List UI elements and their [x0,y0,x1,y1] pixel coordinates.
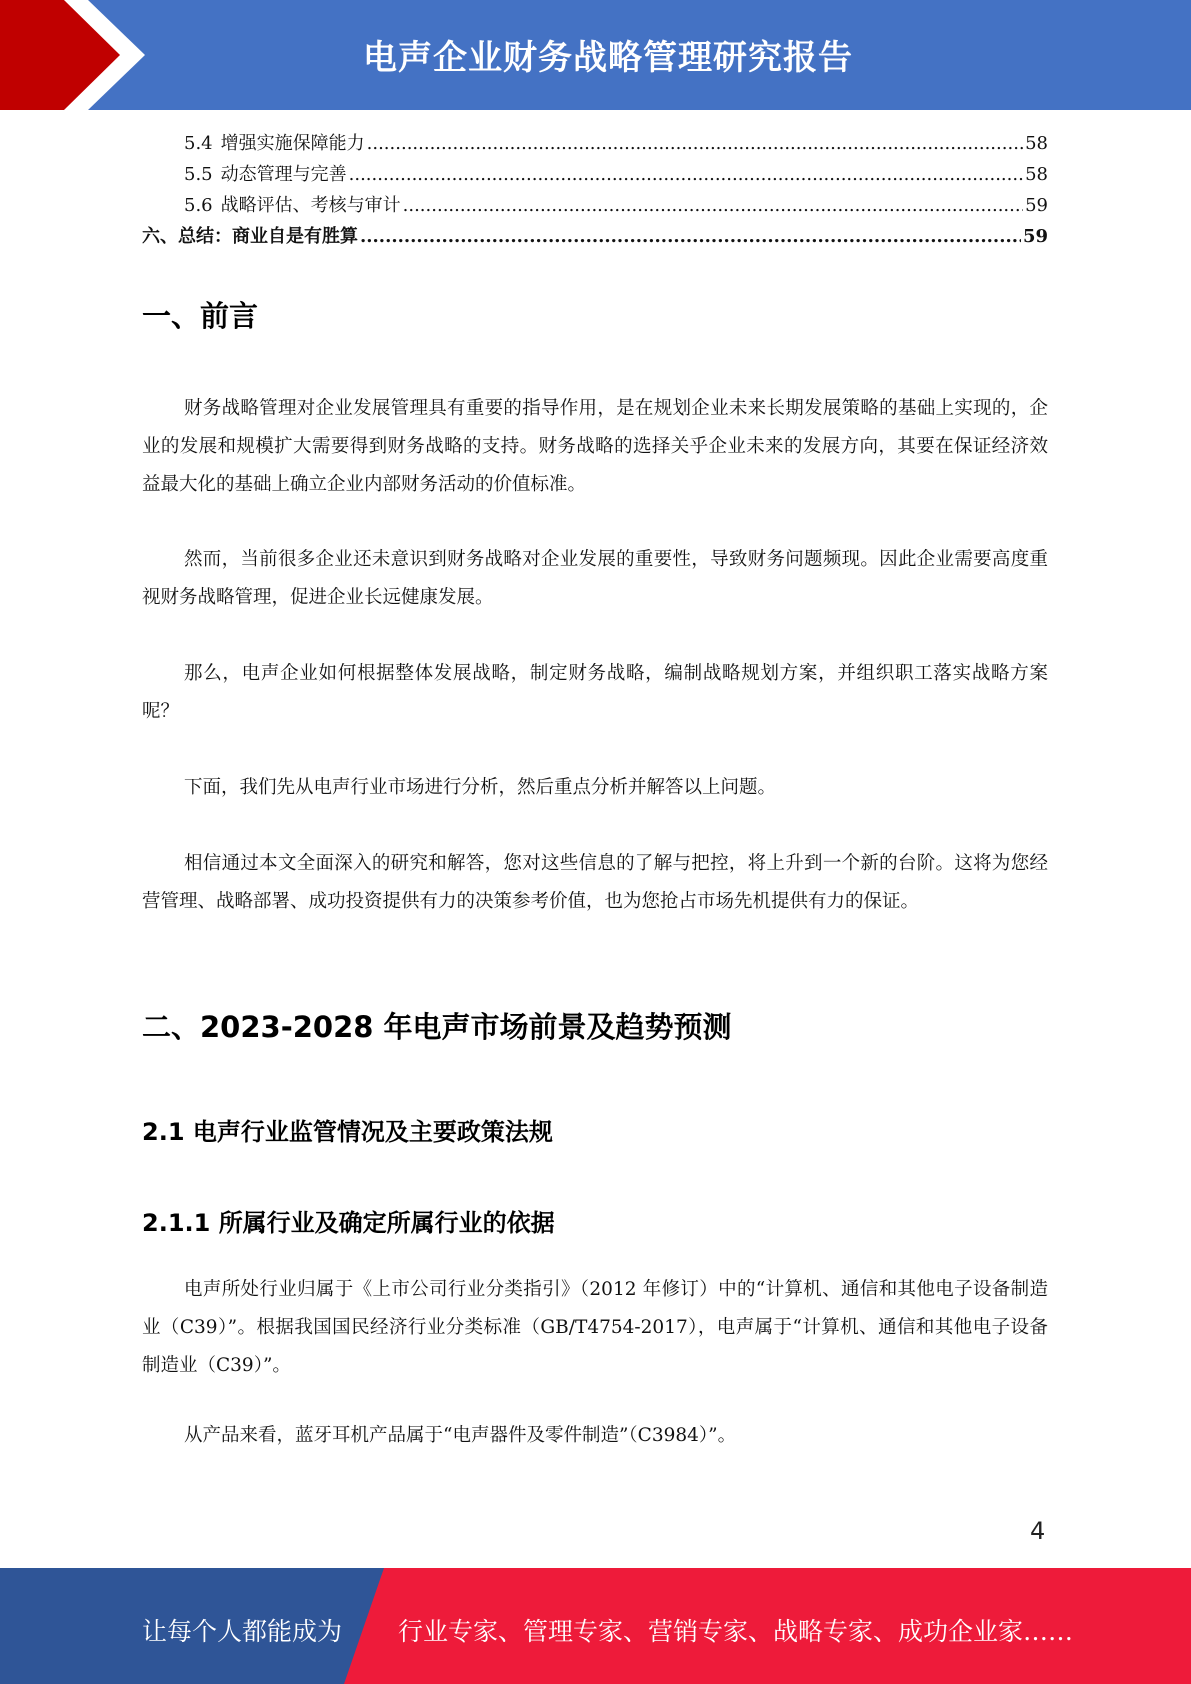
toc-item[interactable] [142,159,1048,190]
toc-leader-dots [360,221,1021,252]
subsection-heading: 2.1 电声行业监管情况及主要政策法规 [142,1118,553,1146]
toc-leader-dots [403,190,1023,221]
toc-leader-dots [367,128,1023,159]
footer-slogan-left: 让每个人都能成为 [142,1617,343,1646]
subsection-heading: 2.1.1 所属行业及确定所属行业的依据 [142,1209,555,1237]
report-title: 电声企业财务战略管理研究报告 [363,38,853,78]
toc-item-page: 58 [1025,133,1048,154]
body-paragraph: 电声所处行业归属于《上市公司行业分类指引》（2012 年修订）中的“计算机、通信和其他电子设备制造业（C39）”。根据我国国民经济行业分类标准（GB/T4754-2017），电声属于“计算机、通信和其他电子设备制造业（C39）”。 [142,1279,1048,1376]
section-heading-preface: 一、前言 [142,299,259,333]
toc-item[interactable] [142,190,1048,221]
body-paragraph: 相信通过本文全面深入的研究和解答，您对这些信息的了解与把控，将上升到一个新的台阶。这将为您经营管理、战略部署、成功投资提供有力的决策参考价值，也为您抢占市场先机提供有力的保证。 [142,853,1048,912]
toc-item[interactable] [142,128,1048,159]
toc-item-label: 动态管理与完善 [220,164,347,185]
body-paragraph: 下面，我们先从电声行业市场进行分析，然后重点分析并解答以上问题。 [184,777,777,798]
body-paragraph: 那么，电声企业如何根据整体发展战略，制定财务战略，编制战略规划方案，并组织职工落实战略方案呢？ [142,663,1048,722]
toc-item-label: 六、总结：商业自是有胜算 [142,226,358,247]
toc-leader-dots [349,159,1023,190]
toc-item-page: 58 [1025,164,1048,185]
toc-item-number: 5.6 [184,195,213,216]
body-paragraph: 从产品来看，蓝牙耳机产品属于“电声器件及零件制造”（C3984）”。 [184,1425,737,1446]
page-footer [0,1568,1191,1684]
toc-item-page: 59 [1022,226,1048,247]
body-paragraph: 然而，当前很多企业还未意识到财务战略对企业发展的重要性，导致财务问题频现。因此企业需要高度重视财务战略管理，促进企业长远健康发展。 [142,549,1048,608]
toc-item[interactable] [142,221,1048,252]
toc-item-page: 59 [1025,195,1048,216]
footer-slogan-right: 行业专家、管理专家、营销专家、战略专家、成功企业家…… [398,1617,1074,1646]
toc-item-number: 5.5 [184,164,213,185]
table-of-contents [142,128,1048,252]
toc-item-label: 增强实施保障能力 [220,133,365,154]
page-number: 4 [1030,1517,1046,1545]
toc-item-label: 战略评估、考核与审计 [220,195,401,216]
toc-item-number: 5.4 [184,133,213,154]
section-heading-market: 二、2023-2028 年电声市场前景及趋势预测 [142,1010,732,1044]
body-paragraph: 财务战略管理对企业发展管理具有重要的指导作用，是在规划企业未来长期发展策略的基础上实现的，企业的发展和规模扩大需要得到财务战略的支持。财务战略的选择关乎企业未来的发展方向，其要在保证经济效益最大化的基础上确立企业内部财务活动的价值标准。 [142,398,1048,495]
page-header [0,0,1191,110]
